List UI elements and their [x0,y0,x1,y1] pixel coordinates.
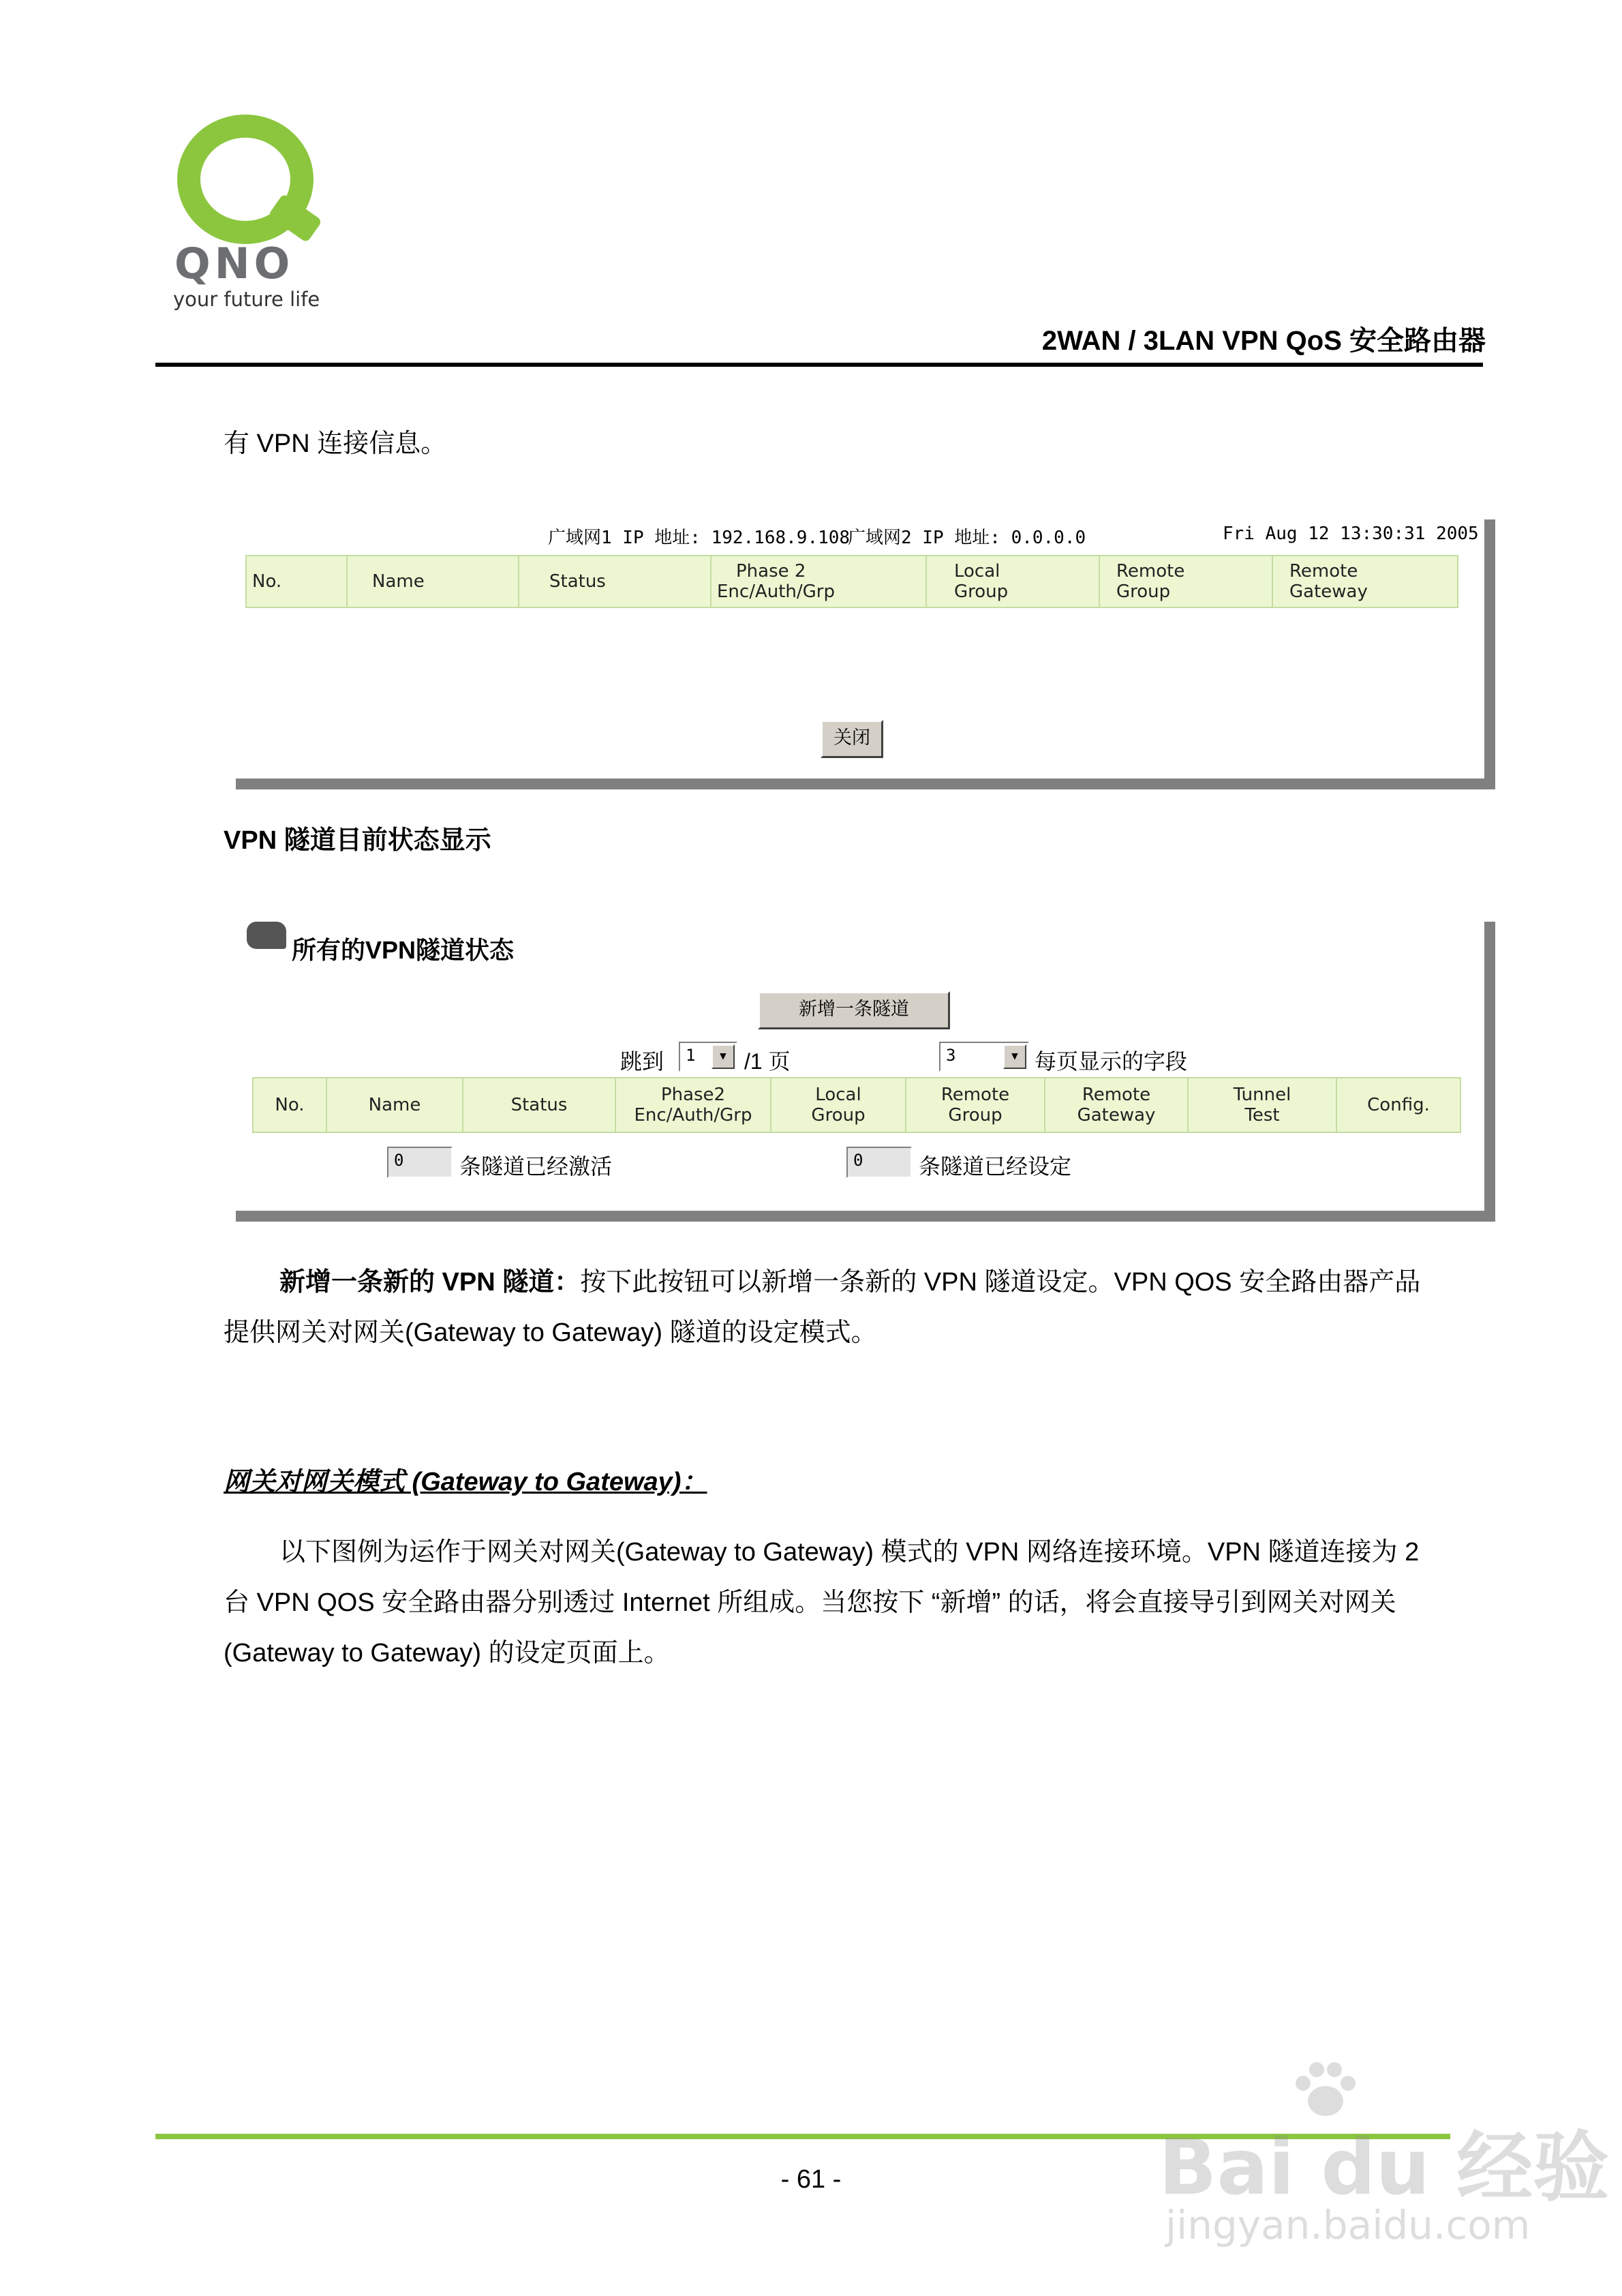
column-header: Name [347,556,519,607]
per-page-select[interactable]: 3 ▼ [939,1042,1029,1072]
baidu-watermark [1159,2059,1610,2256]
paragraph-line: 以下图例为运作于网关对网关(Gateway to Gateway) 模式的 VPN 网络连接环境。VPN 隧道连接为 2 [279,1538,1420,1567]
vpn-connection-info-panel [236,519,1495,789]
active-tunnel-count: 0 [387,1147,453,1178]
active-tunnel-label: 条隧道已经激活 [459,1154,613,1179]
column-header: Phase 2 Enc/Auth/Grp [711,556,926,607]
column-header: Remote Gateway [1272,556,1458,607]
column-header: Remote Group [1099,556,1272,607]
wan1-ip: 广域网1 IP 地址: 192.168.9.108 [548,528,851,548]
logo-tagline: your future life [173,288,320,311]
vpn-tunnel-status-panel [236,922,1495,1222]
jump-label: 跳到 [620,1049,664,1074]
column-header: Local Group [771,1078,906,1132]
bold-lead: 新增一条新的 VPN 隧道： [279,1268,581,1297]
per-page-label: 每页显示的字段 [1035,1049,1188,1074]
column-header: Tunnel Test [1188,1078,1336,1132]
column-header: Remote Gateway [1045,1078,1188,1132]
column-header: Phase2 Enc/Auth/Grp [615,1078,771,1132]
vpn-tunnel-table [252,1077,1461,1133]
paragraph-line: (Gateway to Gateway) 的设定页面上。 [224,1639,670,1667]
page-select[interactable]: 1 ▼ [679,1042,737,1072]
paragraph-line: 台 VPN QOS 安全路由器分别透过 Internet 所组成。当您按下 “新增” 的话，将会直接导引到网关对网关 [224,1588,1396,1617]
close-button[interactable]: 关闭 [821,720,883,758]
column-header: Remote Group [906,1078,1045,1132]
intro-line: 有 VPN 连接信息。 [224,429,447,458]
chevron-down-icon[interactable]: ▼ [1003,1044,1026,1069]
section-title: VPN 隧道目前状态显示 [224,826,491,855]
folder-tab-icon [247,922,286,949]
column-header: No. [246,556,347,607]
header-title: 2WAN / 3LAN VPN QoS 安全路由器 [1041,326,1486,356]
column-header: Status [463,1078,615,1132]
watermark-sub: jingyan.baidu.com [1165,2202,1531,2248]
qno-logo [169,109,333,314]
header-rule [155,363,1483,367]
page-total: /1 页 [744,1049,791,1074]
sub-heading: 网关对网关模式 (Gateway to Gateway)： [224,1468,707,1496]
paragraph-line: 新增一条新的 VPN 隧道：按下此按钮可以新增一条新的 VPN 隧道设定。VPN QOS 安全路由器产品 [279,1268,1421,1297]
configured-tunnel-count: 0 [846,1147,912,1178]
paragraph-line: 提供网关对网关(Gateway to Gateway) 隧道的设定模式。 [224,1318,877,1347]
column-header: No. [253,1078,326,1132]
datetime: Fri Aug 12 13:30:31 2005 [1223,524,1479,544]
table-header-row [246,556,1458,607]
panel-title: 所有的VPN隧道状态 [292,936,515,964]
add-tunnel-button[interactable]: 新增一条隧道 [758,991,950,1029]
table-header-row [253,1078,1460,1132]
watermark-main: Bai du 经验 [1159,2124,1610,2212]
logo-wordmark: QNO [174,239,294,288]
column-header: Status [519,556,711,607]
column-header: Config. [1336,1078,1460,1132]
column-header: Local Group [926,556,1099,607]
configured-tunnel-label: 条隧道已经设定 [919,1154,1072,1179]
chevron-down-icon[interactable]: ▼ [711,1044,735,1069]
vpn-connection-table [245,555,1458,608]
wan2-ip: 广域网2 IP 地址: 0.0.0.0 [848,528,1086,548]
page-number: - 61 - [780,2165,842,2194]
column-header: Name [326,1078,463,1132]
